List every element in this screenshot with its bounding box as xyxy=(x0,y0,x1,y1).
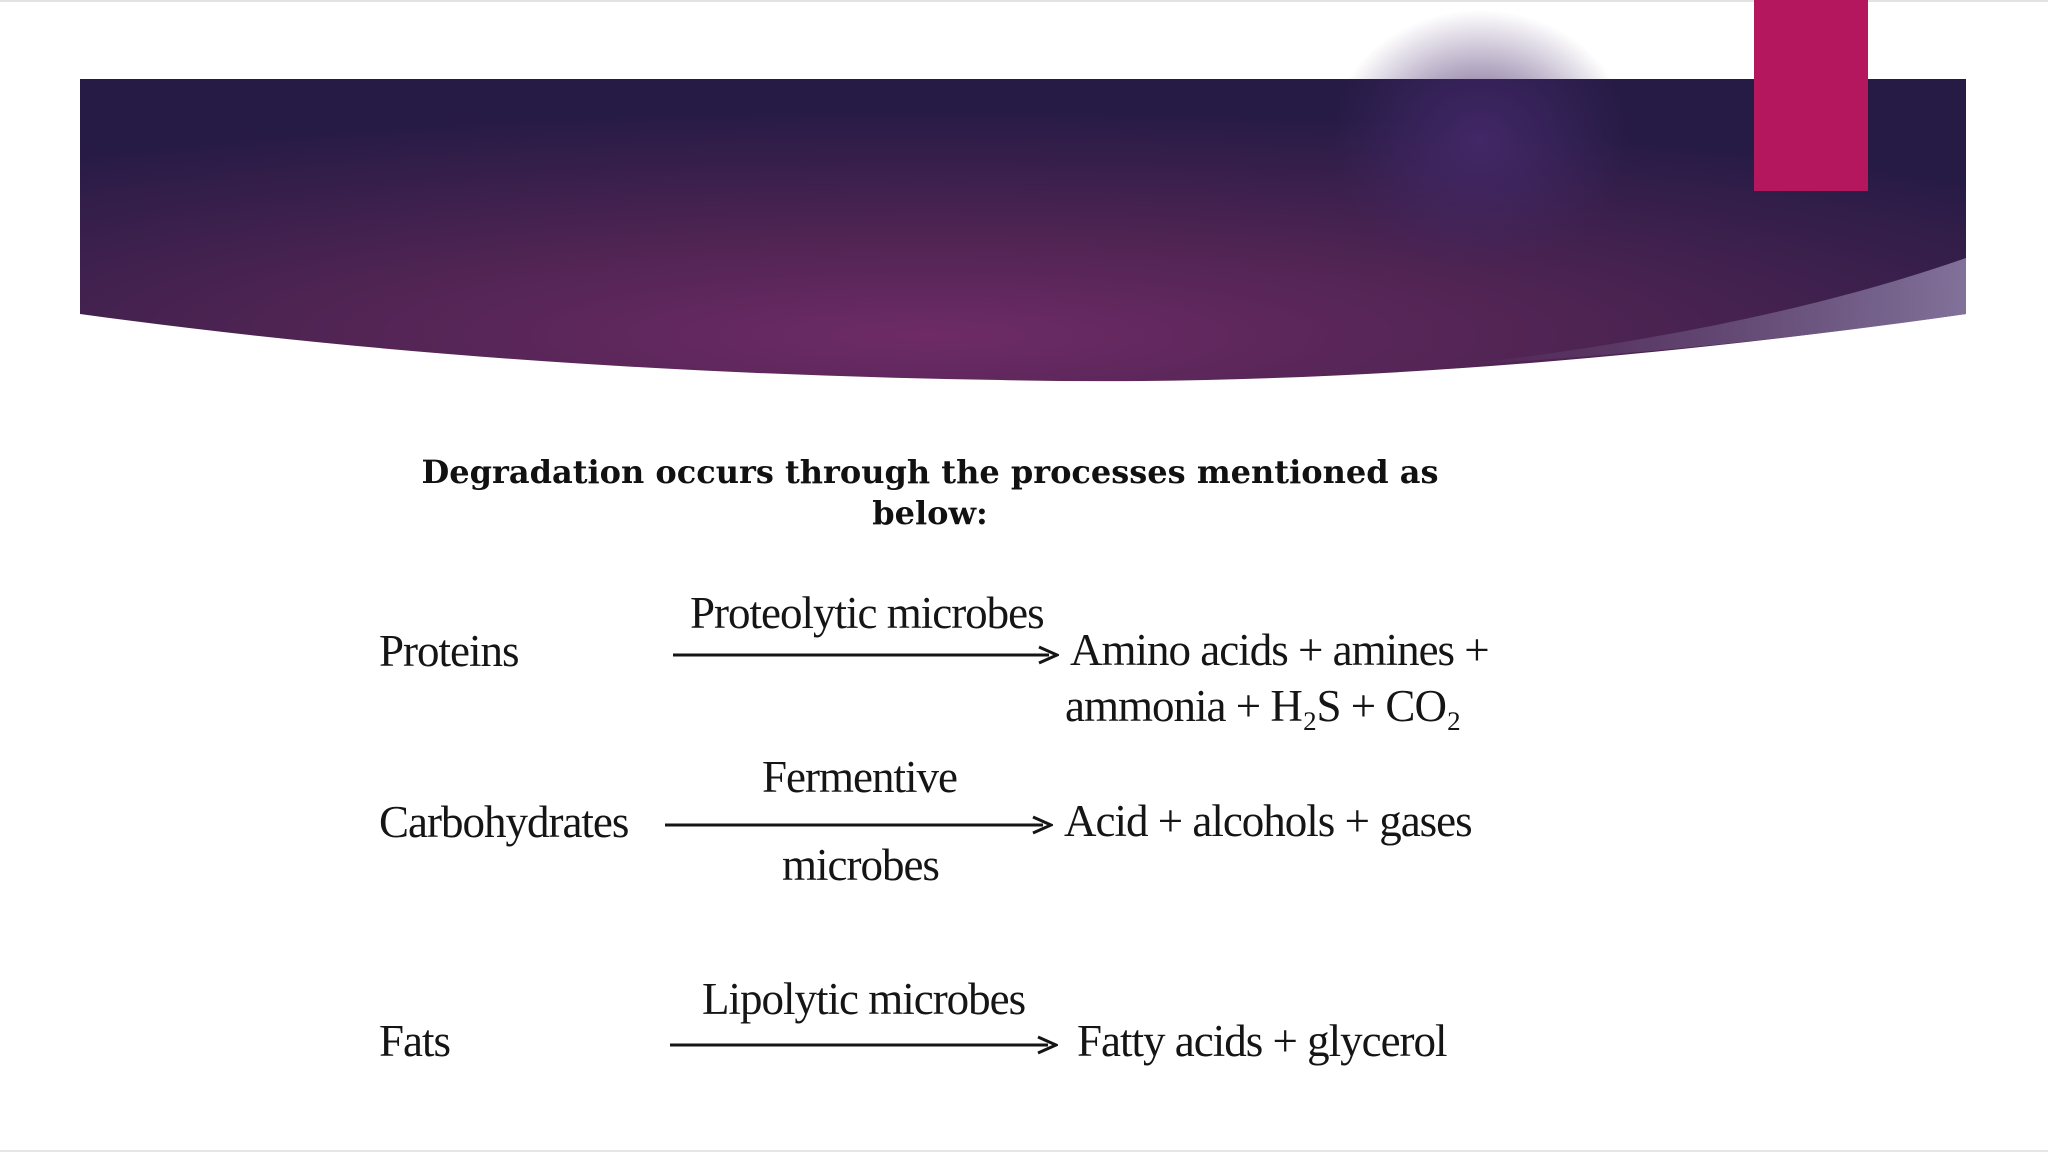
agent-microbes: microbes xyxy=(782,840,939,890)
product-amino-acids: Amino acids + amines + xyxy=(1070,625,1489,675)
agent-fermentive: Fermentive xyxy=(762,752,957,802)
reaction-arrow-carbohydrates xyxy=(665,815,1053,835)
reaction-arrow-fats xyxy=(670,1035,1058,1055)
product-fatty-acids-glycerol: Fatty acids + glycerol xyxy=(1077,1016,1447,1066)
accent-tab xyxy=(1754,0,1868,191)
substrate-proteins: Proteins xyxy=(379,626,519,676)
substrate-carbohydrates: Carbohydrates xyxy=(379,797,629,847)
substrate-fats: Fats xyxy=(379,1016,451,1066)
agent-lipolytic-microbes: Lipolytic microbes xyxy=(702,974,1026,1024)
product-ammonia: ammonia + H₂S + CO₂ xyxy=(1065,681,1461,731)
header-banner xyxy=(0,0,2048,400)
slide-heading: Degradation occurs through the processes mentioned as below: xyxy=(421,453,1439,532)
product-acid-alcohols-gases: Acid + alcohols + gases xyxy=(1064,796,1472,846)
reaction-arrow-proteins xyxy=(673,645,1059,665)
agent-proteolytic-microbes: Proteolytic microbes xyxy=(690,588,1044,638)
